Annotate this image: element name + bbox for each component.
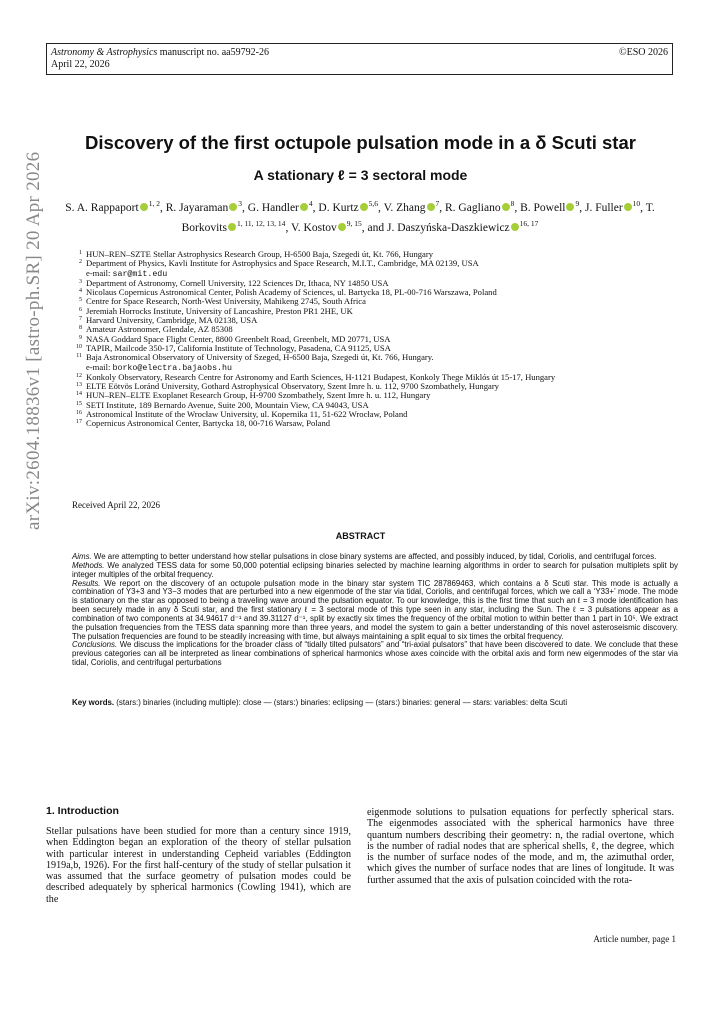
orcid-icon[interactable]	[360, 203, 368, 211]
affiliation-number: 17	[76, 419, 82, 426]
author-name: G. Handler	[247, 201, 299, 214]
author-name: J. Fuller	[584, 201, 623, 214]
copyright: ©ESO 2026	[619, 47, 668, 58]
affiliation-number: 13	[76, 382, 82, 389]
author-affiliation-marks: 5,6	[368, 199, 379, 208]
results-label: Results.	[72, 578, 101, 588]
author-name: R. Gagliano	[445, 201, 501, 214]
affiliation-text: Amateur Astronomer, Glendale, AZ 85308	[86, 324, 233, 335]
orcid-icon[interactable]	[228, 223, 236, 231]
author-list: S. A. Rappaport $^{1, 2}$, R. Jayaraman $^3$, G. Handler $^4$, D. Kurtz $^{5,6}$, V. Zhang $^7$, R. Gagliano $^8$, B. Powell $^9$, J. Fuller $^{10}$, T. Borkovits $^{1, 11, 12, 13, 14}$, V. Kostov $^{9, 15}$, and J. Daszyńska-Daszkiewicz $^{16, 17}$	[65, 199, 655, 234]
orcid-icon[interactable]	[566, 203, 574, 211]
section-heading: 1. Introduction	[46, 805, 119, 817]
affiliation-number: 1	[79, 250, 82, 256]
author-name: T. Borkovits	[181, 201, 655, 234]
journal-name: Astronomy & Astrophysics	[51, 47, 158, 58]
paper-title: Discovery of the first octupole pulsation mode in a δ Scuti star	[85, 132, 636, 153]
affiliation-text: HUN–REN–ELTE Exoplanet Research Group, H-9700 Szombathely, Szent Imre h. u. 112, Hungary	[86, 390, 431, 401]
aims-label: Aims.	[72, 552, 92, 561]
affiliation-number: 14	[76, 391, 82, 398]
abstract-conclusions: Conclusions. We discuss the implications for the broader class of “tidally tilted pulsators” and “tri-axial pulsators” that have been discovered to date. We conclude that these previous categories can all be interpreted as linear combinations of spherical harmonics whose axes coincide with the orbital axis and form new eigenmodes of the star via tidal, Coriolis, and centrifugal perturbations	[72, 640, 678, 668]
author-name: R. Jayaraman	[165, 201, 229, 214]
author-affiliation-marks: 3	[238, 199, 243, 208]
author-name: V. Zhang	[383, 201, 426, 214]
affiliation-number: 2	[79, 259, 82, 266]
manuscript-date: April 22, 2026	[51, 59, 110, 70]
author-affiliation-marks: 10	[632, 199, 641, 208]
affiliation-number: 9	[79, 334, 82, 341]
author-affiliation-marks: 1, 11, 12, 13, 14	[236, 218, 286, 228]
manuscript-header-box	[46, 43, 673, 75]
author-affiliation-marks: 4	[308, 199, 313, 208]
affiliation-text: Nicolaus Copernicus Astronomical Center, Polish Academy of Sciences, ul. Bartycka 18, PL-00-716 Warszawa, Poland	[86, 287, 497, 298]
affiliation-number: 16	[76, 410, 82, 417]
arxiv-id: arXiv:2604.18836v1 [astro-ph.SR] 20 Apr 2026	[23, 151, 44, 530]
affiliation-text: SETI Institute, 189 Bernardo Avenue, Suite 200, Mountain View, CA 94043, USA	[86, 399, 369, 410]
paper-subtitle: A stationary ℓ = 3 sectoral mode	[253, 167, 468, 183]
keywords-label: Key words.	[72, 698, 115, 707]
author	[383, 199, 440, 214]
abstract-aims: Aims. We are attempting to better understand how stellar pulsations in close binary systems are affected, and possibly induced, by tidal, Coriolis, and centrifugal forces.	[72, 552, 657, 561]
received-date: Received April 22, 2026	[72, 500, 160, 510]
intro-column-right: eigenmode solutions to pulsation equations for perfectly spherical stars. The eigenmodes associated with the spherical harmonics have three quantum numbers describing their geometry: n, the radial overtone, which is the number of radial nodes that are spherical shells, ℓ, the degree, which is the number of surface nodes of the mode, and m, the azimuthal order, which gives the number of surface nodes that are lines of longitude. It was further assumed that the axis of pulsation coincided with the rota-	[367, 807, 674, 886]
author-affiliation-marks: 8	[510, 199, 515, 208]
affiliation-text: HUN–REN–SZTE Stellar Astrophysics Research Group, H-6500 Baja, Szegedi út, Kt. 766, Hungary	[86, 249, 434, 259]
author-name: D. Kurtz	[318, 201, 359, 214]
affiliation-item	[70, 353, 670, 362]
email-address[interactable]: borko@electra.bajaobs.hu	[112, 363, 232, 373]
affiliation-number: 11	[76, 353, 82, 360]
author-affiliation-marks: 7	[435, 199, 440, 208]
author	[165, 199, 243, 214]
author-affiliation-marks: 1, 2	[148, 199, 160, 208]
affiliation-number: 8	[79, 325, 82, 332]
affiliation-text: TAPIR, Mailcode 350-17, California Institute of Technology, Pasadena, CA 91125, USA	[86, 342, 391, 353]
conclusions-label: Conclusions.	[72, 640, 118, 650]
page-footer: Article number, page 1	[593, 934, 676, 944]
author-affiliation-marks: 16, 17	[519, 218, 539, 228]
affiliation-text: Jeremiah Horrocks Institute, University of Lancashire, Preston PR1 2HE, UK	[86, 305, 353, 316]
manuscript-info	[51, 47, 269, 71]
author	[367, 218, 539, 234]
affiliation-number: 3	[79, 278, 82, 285]
affiliation-text: Konkoly Observatory, Research Centre for Astronomy and Earth Sciences, H-1121 Budapest, Konkoly Thege Miklós út 15-17, Hungary	[86, 371, 556, 382]
affiliation-text: ELTE Eötvös Loránd University, Gothard Astrophysical Observatory, Szent Imre h. u. 112, 9700 Szombathely, Hungary	[86, 381, 499, 392]
author	[318, 199, 379, 214]
affiliation-text: Baja Astronomical Observatory of University of Szeged, H-6500 Baja, Szegedi út, Kt. 766, Hungary.	[86, 352, 434, 363]
affiliation-text: Astronomical Institute of the Wrocław University, ul. Kopernika 11, 51-622 Wrocław, Poland	[86, 409, 408, 420]
author	[445, 199, 515, 214]
orcid-icon[interactable]	[338, 223, 346, 231]
affiliation-text: Department of Physics, Kavli Institute for Astrophysics and Space Research, M.I.T., Cambridge, MA 02139, USA	[86, 258, 479, 269]
affiliation-number: 12	[76, 372, 82, 379]
orcid-icon[interactable]	[427, 203, 435, 211]
affiliation-text: Copernicus Astronomical Center, Bartycka 18, 00-716 Warsaw, Poland	[86, 418, 331, 429]
affiliation-number: 4	[79, 288, 82, 295]
affiliation-text: Centre for Space Research, North-West University, Mahikeng 2745, South Africa	[86, 296, 366, 307]
affiliation-number: 7	[79, 316, 82, 323]
orcid-icon[interactable]	[140, 203, 148, 211]
affiliation-text: e-mail:	[86, 267, 113, 278]
author-name: S. A. Rappaport	[65, 201, 139, 214]
author	[247, 199, 313, 214]
manuscript-number: manuscript no. aa59792-26	[157, 47, 269, 58]
orcid-icon[interactable]	[229, 203, 237, 211]
author	[65, 199, 160, 214]
orcid-icon[interactable]	[502, 203, 510, 211]
affiliation-item	[70, 419, 670, 428]
author-affiliation-marks: 9	[575, 199, 580, 208]
author	[290, 218, 362, 234]
abstract-heading: ABSTRACT	[335, 531, 386, 541]
orcid-icon[interactable]	[624, 203, 632, 211]
author	[520, 199, 580, 214]
affiliation-number: 10	[76, 343, 82, 350]
author	[584, 199, 641, 214]
affiliation-text: Department of Astronomy, Cornell University, 122 Sciences Dr, Ithaca, NY 14850 USA	[86, 277, 389, 288]
keywords-text: (stars:) binaries (including multiple): close — (stars:) binaries: eclipsing — (stars:) binaries: general — stars: variables: delta Scuti	[114, 698, 568, 707]
email-address[interactable]: sar@mit.edu	[112, 269, 168, 279]
affiliation-number: 6	[79, 306, 82, 313]
author-name: and J. Daszyńska-Daszkiewicz	[367, 221, 510, 234]
affiliation-item	[70, 259, 670, 268]
keywords	[72, 698, 678, 708]
orcid-icon[interactable]	[300, 203, 308, 211]
affiliation-text: e-mail:	[86, 361, 113, 372]
abstract	[72, 553, 678, 668]
affiliation-number: 5	[79, 297, 82, 304]
author-name: V. Kostov	[290, 221, 337, 234]
affiliation-text: NASA Goddard Space Flight Center, 8800 Greenbelt Road, Greenbelt, MD 20771, USA	[86, 333, 391, 344]
orcid-icon[interactable]	[511, 223, 519, 231]
methods-label: Methods.	[72, 560, 105, 570]
affiliation-text: Harvard University, Cambridge, MA 02138, USA	[86, 315, 258, 326]
author-name: B. Powell	[520, 201, 566, 214]
affiliations	[70, 250, 670, 429]
intro-column-left: Stellar pulsations have been studied for more than a century since 1919, when Eddington began an exploration of the theory of stellar pulsation with particular interest in understanding Cepheid variables (Eddington 1919a,b, 1926). For the first half-century of the study of stellar pulsation it was assumed that the surface geometry of pulsation modes could be described adequately by spherical harmonics (Cowling 1941), which are the	[46, 826, 351, 905]
author-affiliation-marks: 9, 15	[346, 218, 362, 228]
affiliation-number: 15	[76, 400, 82, 407]
abstract-methods: Methods. We analyzed TESS data for some 50,000 potential eclipsing binaries selected by machine learning algorithms in order to search for pulsation multiplets split by integer multiples of the orbital frequency.	[72, 560, 678, 579]
abstract-results: Results. We report on the discovery of an octupole pulsation mode in the binary star system TIC 287869463, which contains a δ Scuti star. This mode is actually a combination of Y3+3 and Y3−3 modes that are perturbed into a new eigenmode of the star via tidal, Coriolis, and centrifugal forces, which we call a ‘Y33+’ mode. The mode is stationary on the star as opposed to being a traveling wave around the pulsation equator. To our knowledge, this is the first time that such an ℓ = 3 mode identification has been securely made in any δ Scuti star, and the first stationary ℓ = 3 sectoral mode of this type seen in any star, including the Sun. The ℓ = 3 pulsations appear as a combination of two components at 34.94617 d⁻¹ and 39.31127 d⁻¹, split by exactly six times the frequency of the orbital motion to within better than 1 part in 10⁵. We extract the pulsation frequencies from the TESS data spanning more than three years, and model the system to gain a better understanding of this novel asteroseismic discovery. The pulsation frequencies are found to be steadily increasing with time, but always maintaining a split equal to six times the orbital frequency.	[72, 578, 678, 641]
